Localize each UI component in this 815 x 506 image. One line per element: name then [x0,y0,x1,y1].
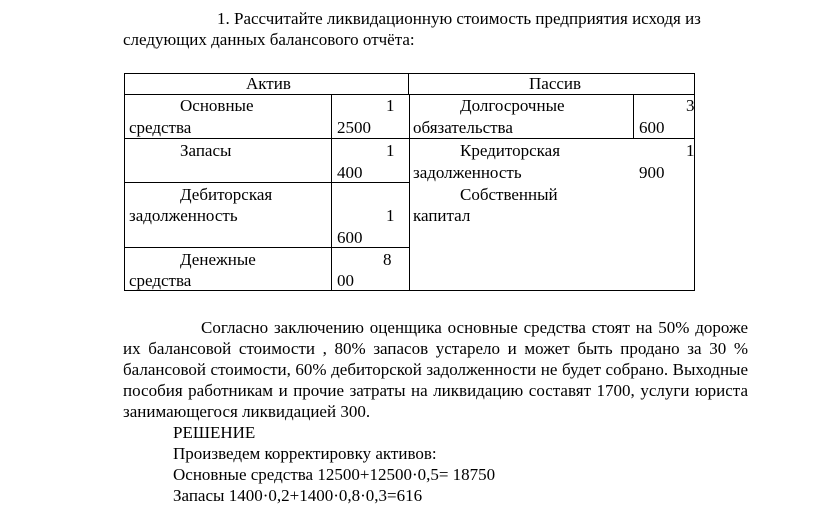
liability-payables-label-1: Кредиторская [460,141,561,160]
liability-long-term-value-1: 3 [686,96,695,115]
task-line-1: 1. Рассчитайте ликвидационную стоимость предприятия исходя из [217,9,701,28]
liability-equity-label-2: капитал [413,206,471,225]
asset-fixed-value-1: 1 [386,96,395,115]
asset-inventory-value-2: 400 [337,163,363,182]
conditions-line-3: продано за 30 % балансовой стоимости, 60% дебиторской задолженности не [123,339,749,379]
conditions-line-4: будет собрано. Выходные пособия работникам и прочие затраты на [123,360,749,400]
liability-payables-value-2: 900 [639,163,665,182]
asset-fixed-label-2: средства [129,118,192,137]
asset-header: Актив [246,74,291,93]
task-line-2: следующих данных балансового отчёта: [123,30,415,49]
liability-equity-label-1: Собственный [460,185,558,204]
asset-inventory-value-1: 1 [386,141,395,160]
conditions-line-5: ликвидацию составят 1700, услуги юриста занимающегося ликвидацией 300. [123,381,748,421]
liability-long-term-label-2: обязательства [413,118,513,137]
solution-inventory-calc: Запасы 1400·0,2+1400·0,8·0,3=616 [173,486,423,505]
asset-cash-label-2: средства [129,271,192,290]
asset-fixed-label-1: Основные [180,96,254,115]
asset-receivables-label-1: Дебиторская [180,185,273,204]
conditions-line-1: Согласно заключению оценщика основные средства стоят на 50% [201,318,690,337]
asset-inventory-label-1: Запасы [180,141,232,160]
asset-cash-value-2: 00 [337,271,354,290]
asset-receivables-value-2: 600 [337,228,363,247]
asset-cash-label-1: Денежные [180,250,256,269]
solution-fixed-assets-calc: Основные средства 12500+12500·0,5= 18750 [173,465,496,484]
liability-payables-value-1: 1 [686,141,695,160]
conditions-paragraph [123,317,748,422]
asset-receivables-value-1: 1 [386,206,395,225]
asset-receivables-label-2: задолженность [129,206,238,225]
asset-cash-value-1: 8 [383,250,392,269]
liability-payables-label-2: задолженность [413,163,522,182]
asset-fixed-value-2: 2500 [337,118,371,137]
clipped-digits [686,73,695,233]
liability-long-term-label-1: Долгосрочные [460,96,565,115]
solution-intro: Произведем корректировку активов: [173,444,437,463]
liability-long-term-value-2: 600 [639,118,665,137]
balance-table [124,73,695,291]
liability-header: Пассив [529,74,582,93]
solution-title: РЕШЕНИЕ [173,423,256,442]
task-heading [123,8,783,50]
conditions-line-2: дороже их балансовой стоимости , 80% запасов устарело и может быть [123,318,749,358]
